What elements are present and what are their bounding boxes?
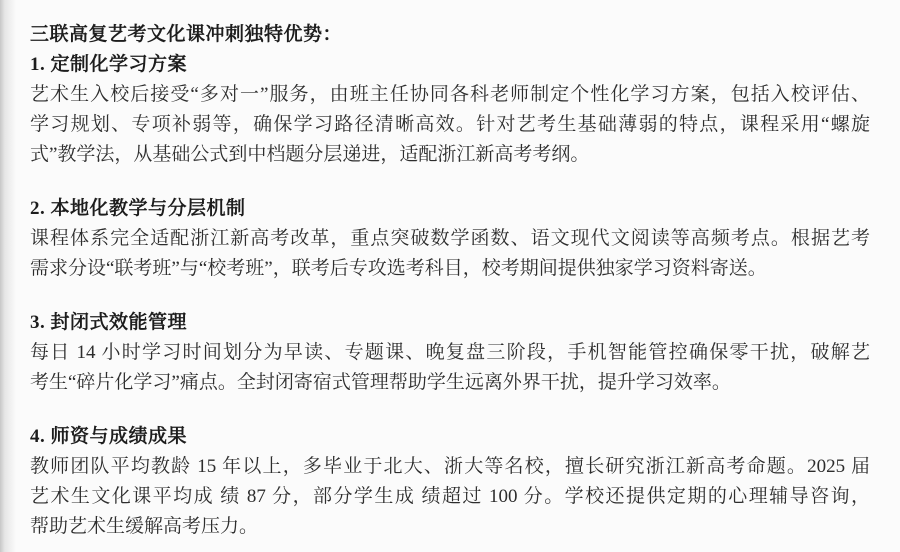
paragraph-line: 考生“碎片化学习”痛点。全封闭寄宿式管理帮助学生远离外界干扰，提升学习效率。 bbox=[30, 372, 731, 393]
paragraph-line: 需求分设“联考班”与“校考班”，联考后专攻选考科目，校考期间提供独家学习资料寄送。 bbox=[30, 258, 767, 279]
paragraph-line: 式”教学法，从基础公式到中档题分层递进，适配浙江新高考考纲。 bbox=[30, 144, 590, 165]
advantage-section bbox=[30, 194, 870, 284]
document-title: 三联高复艺考文化课冲刺独特优势： bbox=[30, 24, 343, 45]
section-paragraph bbox=[30, 80, 870, 170]
section-paragraph bbox=[30, 224, 870, 284]
paragraph-line: 课程体系完全适配浙江新高考改革，重点突破数学函数、语文现代文阅读等高频考点。根据艺考 bbox=[30, 228, 870, 249]
section-heading: 2. 本地化教学与分层机制 bbox=[30, 198, 246, 219]
paragraph-line: 帮助艺术生缓解高考压力。 bbox=[30, 516, 259, 537]
advantage-section bbox=[30, 422, 870, 542]
paragraph-line: 艺术生文化课平均成 绩 87 分，部分学生成 绩超过 100 分。学校还提供定期的心理辅导咨询， bbox=[30, 486, 870, 507]
section-paragraph bbox=[30, 452, 870, 542]
section-heading: 1. 定制化学习方案 bbox=[30, 54, 188, 75]
sections-container bbox=[30, 50, 870, 542]
section-heading: 3. 封闭式效能管理 bbox=[30, 312, 188, 333]
section-paragraph bbox=[30, 338, 870, 398]
paragraph-line: 每日 14 小时学习时间划分为早读、专题课、晚复盘三阶段，手机智能管控确保零干扰，破解艺 bbox=[30, 342, 870, 363]
paragraph-line: 教师团队平均教龄 15 年以上，多毕业于北大、浙大等名校，擅长研究浙江新高考命题。2025 届 bbox=[30, 456, 870, 477]
advantage-section bbox=[30, 50, 870, 170]
paragraph-line: 艺术生入校后接受“多对一”服务，由班主任协同各科老师制定个性化学习方案，包括入校评估、 bbox=[30, 84, 870, 105]
section-heading: 4. 师资与成绩成果 bbox=[30, 426, 188, 447]
advantage-section bbox=[30, 308, 870, 398]
paragraph-line: 学习规划、专项补弱等，确保学习路径清晰高效。针对艺考生基础薄弱的特点，课程采用“螺旋 bbox=[30, 114, 870, 135]
